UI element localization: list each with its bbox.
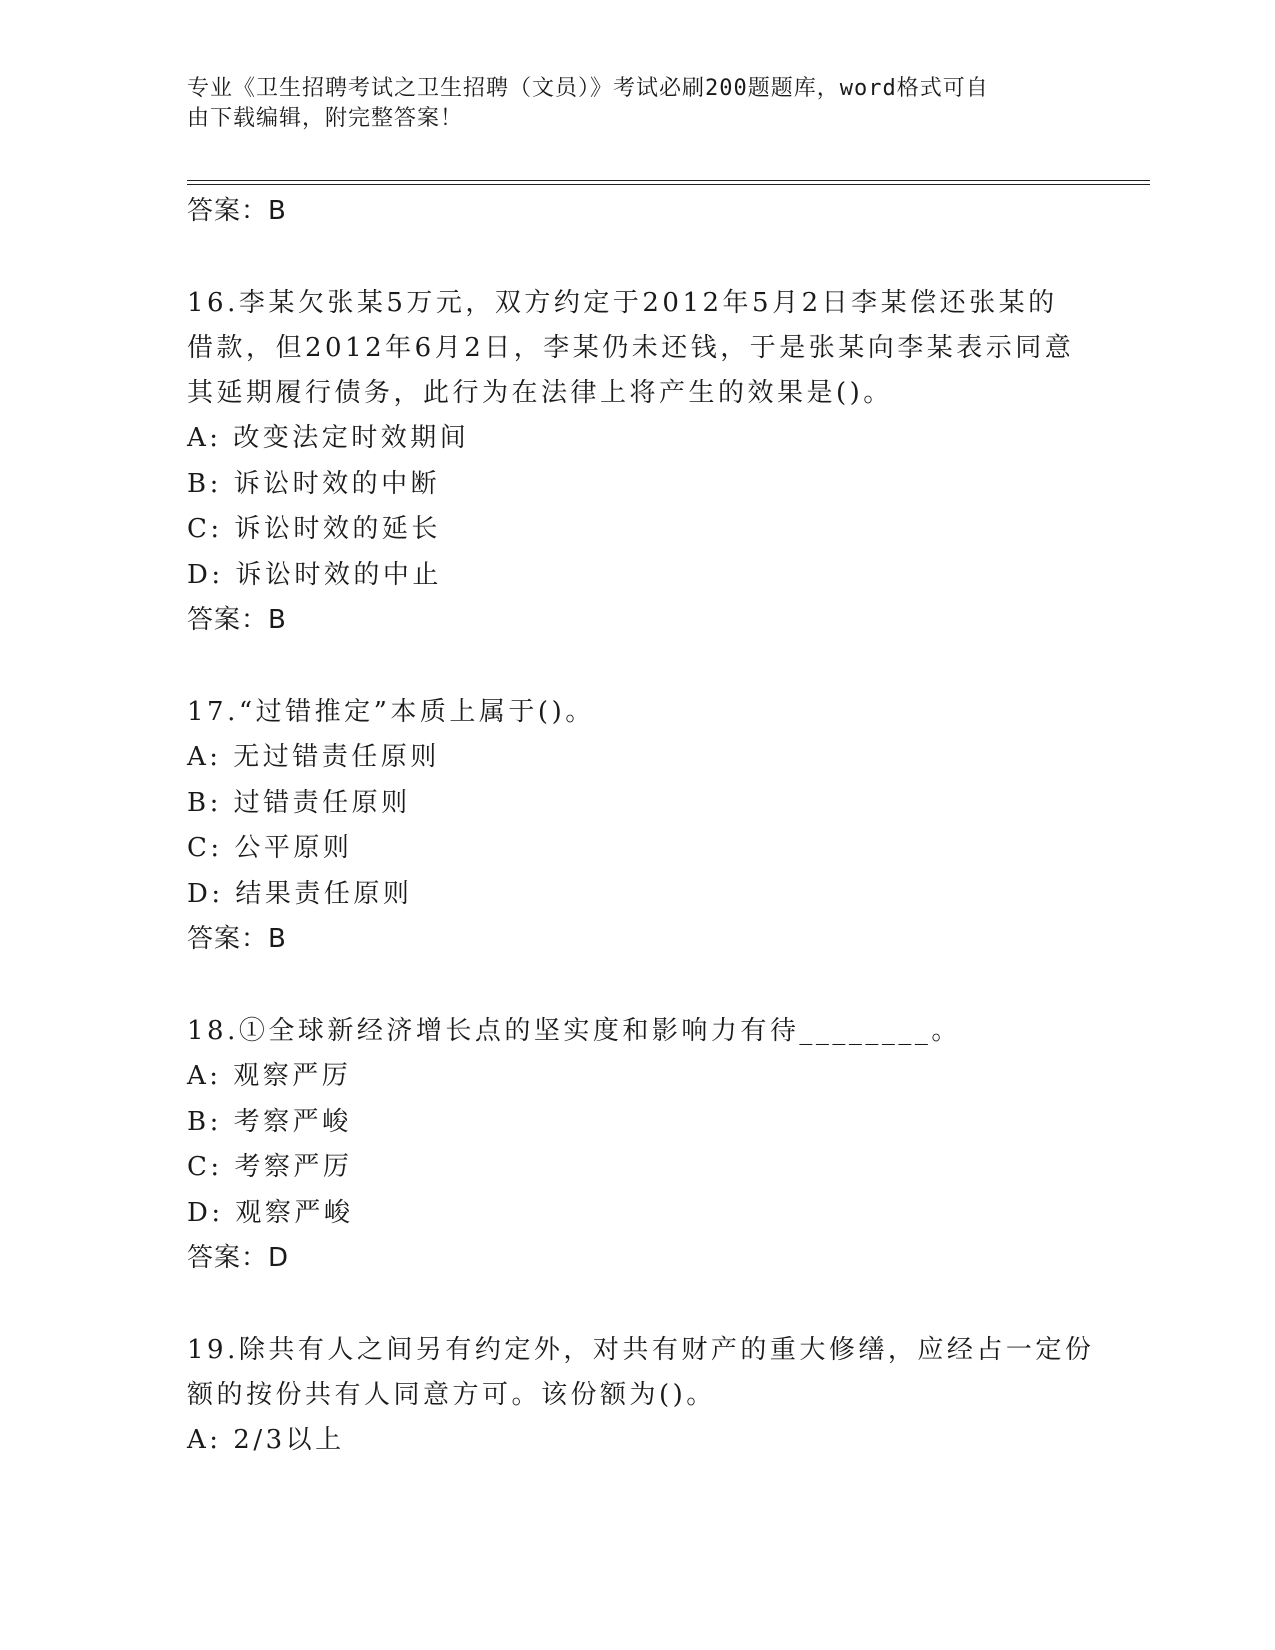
option-a: A: 观察严厉 — [187, 1061, 352, 1091]
answer-line: 答案：B — [187, 605, 287, 635]
document-body — [187, 189, 1095, 1464]
header-line-2: 由下载编辑，附完整答案！ — [187, 106, 464, 131]
question-block — [187, 1009, 1087, 1281]
document-header — [187, 74, 1067, 134]
option-c: C: 考察严厉 — [187, 1152, 353, 1182]
question-stem-line: 19.除共有人之间另有约定外，对共有财产的重大修缮，应经占一定份 — [187, 1335, 1095, 1365]
option-b: B: 过错责任原则 — [187, 787, 411, 818]
header-divider-top — [187, 180, 1150, 181]
option-b: B: 考察严峻 — [187, 1106, 352, 1137]
question-stem-line: 16.李某欠张某5万元，双方约定于2012年5月2日李某偿还张某的 — [187, 288, 1058, 318]
header-line-1: 专业《卫生招聘考试之卫生招聘（文员）》考试必刷200题题库，word格式可自 — [187, 76, 989, 101]
question-block — [187, 281, 1087, 643]
header-divider-bottom — [187, 184, 1150, 185]
option-a: A: 2/3以上 — [187, 1425, 345, 1455]
answer-line: 答案：B — [187, 924, 287, 954]
option-d: D: 观察严峻 — [187, 1197, 354, 1228]
question-stem-line: 借款，但2012年6月2日，李某仍未还钱，于是张某向李某表示同意 — [187, 333, 1075, 363]
option-c: C: 公平原则 — [187, 833, 353, 863]
question-block — [187, 690, 1087, 962]
question-stem-line: 17.“过错推定”本质上属于()。 — [187, 697, 595, 727]
option-c: C: 诉讼时效的延长 — [187, 514, 441, 544]
option-b: B: 诉讼时效的中断 — [187, 468, 441, 499]
question-block — [187, 1328, 1095, 1464]
option-a: A: 无过错责任原则 — [187, 742, 440, 772]
question-stem-line: 额的按份共有人同意方可。该份额为()。 — [187, 1380, 716, 1410]
question-stem-line: 其延期履行债务，此行为在法律上将产生的效果是()。 — [187, 378, 893, 408]
answer-line: 答案：D — [187, 1243, 290, 1273]
option-a: A: 改变法定时效期间 — [187, 423, 470, 453]
option-d: D: 结果责任原则 — [187, 878, 413, 909]
question-stem-line: 18.①全球新经济增长点的坚实度和影响力有待________。 — [187, 1016, 961, 1046]
option-d: D: 诉讼时效的中止 — [187, 559, 442, 590]
answer-line: 答案：B — [187, 196, 287, 226]
